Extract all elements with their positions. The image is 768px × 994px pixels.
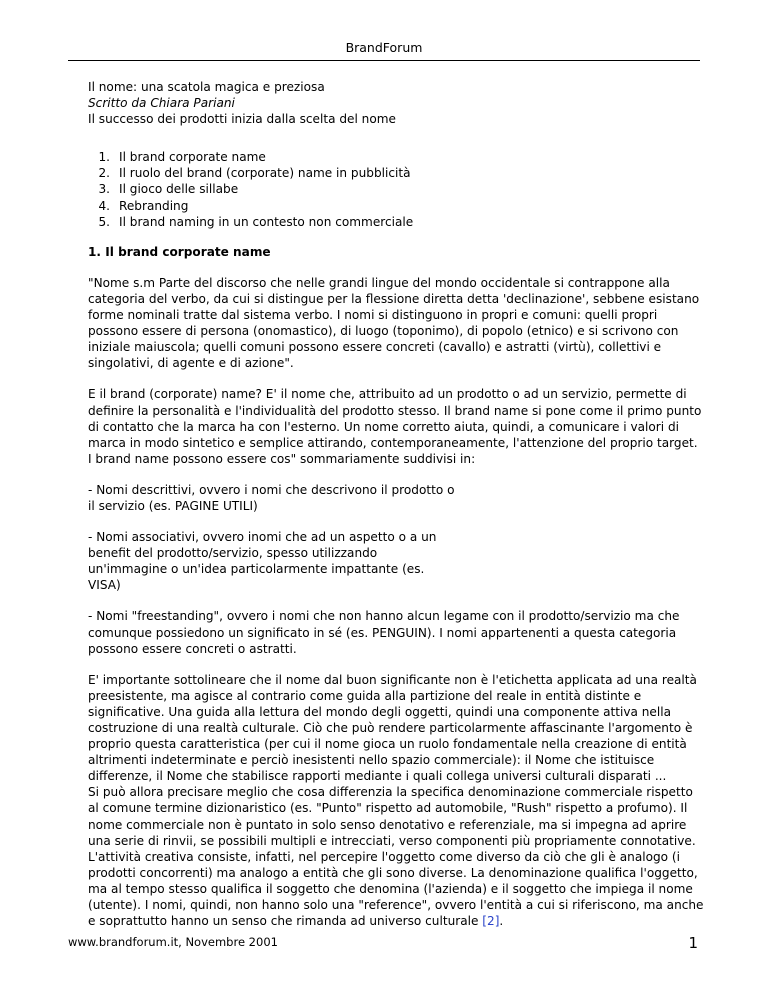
item-term: Nomi "freestanding" <box>96 609 220 624</box>
toc-link[interactable]: Il brand naming in un contesto non commerciale <box>119 214 414 229</box>
toc-number: 5. <box>98 214 110 229</box>
toc-link[interactable]: Il brand corporate name <box>119 150 266 165</box>
table-of-contents <box>88 149 704 229</box>
toc-number: 3. <box>98 182 110 197</box>
article-byline: Scritto da Chiara Pariani <box>88 96 235 111</box>
list-item-associative <box>88 529 458 593</box>
item-prefix: - <box>88 609 97 624</box>
article-title: Il nome: una scatola magica e preziosa <box>88 80 325 94</box>
item-term: Nomi associativi <box>96 530 196 545</box>
page-header: BrandForum <box>345 40 423 55</box>
article-heading <box>88 79 704 127</box>
article-subtitle: Il successo dei prodotti inizia dalla scelta del nome <box>88 112 396 127</box>
toc-link[interactable]: Il ruolo del brand (corporate) name in pubblicità <box>119 166 411 181</box>
toc-item[interactable] <box>88 181 704 197</box>
paragraph-significance <box>88 672 704 930</box>
toc-item[interactable] <box>88 165 704 181</box>
section-heading: 1. Il brand corporate name <box>88 244 271 259</box>
paragraph-brand-name: E il brand (corporate) name? E' il nome che, attribuito ad un prodotto o ad un servizio, permette di definire la personalità e l'individualità del prodotto stesso. Il brand name si pone come il primo punto di contatto che la marca ha con l'esterno. Un nome corretto aiuta, quindi, a comunicare i valori di marca in modo sintetico e semplice attirando, contemporaneamente, l'attenzione del proprio target. I brand name possono essere cos" sommariamente suddivisi in: <box>88 387 702 466</box>
paragraph-part-a: E' importante sottolineare che il nome dal buon significante non è l'etichetta applicata ad una realtà preesistente, ma agisce al contrario come guida alla partizione del reale in entità distinte e significative. Una guida alla lettura del mondo degli oggetti, quindi una componente attiva nella costruzione di una realtà culturale. Ciò che può rendere particolarmente affascinante l'argomento è proprio questa caratteristica (per cui il nome gioca un ruolo fondamentale nella creazione di entità altrimenti indeterminate e perciò inesistenti nello spazio commerciale): il Nome che istituisce differenze, il Nome che stabilisce rapporti mediante i quali collega universi culturali disparati ... <box>88 672 697 784</box>
item-prefix: - <box>88 530 97 545</box>
paragraph-definition: "Nome s.m Parte del discorso che nelle grandi lingue del mondo occidentale si contrappone alla categoria del verbo, da cui si distingue per la flessione diretta detta 'declinazione', sebbene esistano forme nominali tratte dal sistema verbo. I nomi si distinguono in propri e comuni: quelli propri possono essere di persona (onomastico), di luogo (toponimo), di popolo (etnico) e si scrivono con iniziale maiuscola; quelli comuni possono essere concreti (cavallo) e astratti (virtù), collettivi e singolativi, di agente e di azione". <box>88 275 700 371</box>
article-body <box>88 79 704 929</box>
item-text: , ovvero inomi che ad un aspetto o a un benefit del prodotto/servizio, spesso utilizzando un'immagine o un'idea particolarmente impattante (es. VISA) <box>88 530 437 593</box>
toc-item[interactable] <box>88 198 704 214</box>
item-term: Nomi descrittivi <box>96 482 192 497</box>
toc-link[interactable]: Rebranding <box>119 198 189 213</box>
list-item-freestanding <box>88 608 704 656</box>
footer-source: www.brandforum.it, Novembre 2001 <box>68 935 278 949</box>
toc-item[interactable] <box>88 214 704 230</box>
footnote-link[interactable]: [2] <box>482 914 500 929</box>
header-rule <box>68 60 700 61</box>
item-text: , ovvero i nomi che descrivono il prodotto o il servizio (es. PAGINE UTILI) <box>88 482 455 513</box>
toc-link[interactable]: Il gioco delle sillabe <box>119 182 239 197</box>
list-item-descriptive <box>88 482 458 514</box>
toc-number: 4. <box>98 198 110 213</box>
toc-number: 2. <box>98 166 110 181</box>
item-prefix: - <box>88 482 97 497</box>
toc-number: 1. <box>98 150 110 165</box>
paragraph-end: . <box>499 914 504 929</box>
toc-item[interactable] <box>88 149 704 165</box>
page-number: 1 <box>688 934 698 952</box>
paragraph-part-b: Si può allora precisare meglio che cosa differenzia la specifica denominazione commerciale rispetto al comune termine dizionaristico (es. "Punto" rispetto ad automobile, "Rush" rispetto a profumo). Il nome commerciale non è puntato in solo senso denotativo e referenziale, ma si impegna ad aprire una serie di rinvii, se possibili multipli e intrecciati, verso componenti più propriamente connotative. L'attività creativa consiste, infatti, nel percepire l'oggetto come diverso da ciò che gli è analogo (i prodotti concorrenti) ma analogo a entità che gli sono diverse. La denominazione qualifica l'oggetto, ma al tempo stesso qualifica il soggetto che denomina (l'azienda) e il soggetto che impiega il nome (utente). I nomi, quindi, non hanno solo una "reference", ovvero l'entità a cui si riferiscono, ma anche e soprattutto hanno un senso che rimanda ad universo culturale <box>88 785 704 929</box>
item-text: , ovvero i nomi che non hanno alcun legame con il prodotto/servizio ma che comunque possiedono un significato in sé (es. PENGUIN). I nomi appartenenti a questa categoria possono essere concreti o astratti. <box>88 609 680 656</box>
